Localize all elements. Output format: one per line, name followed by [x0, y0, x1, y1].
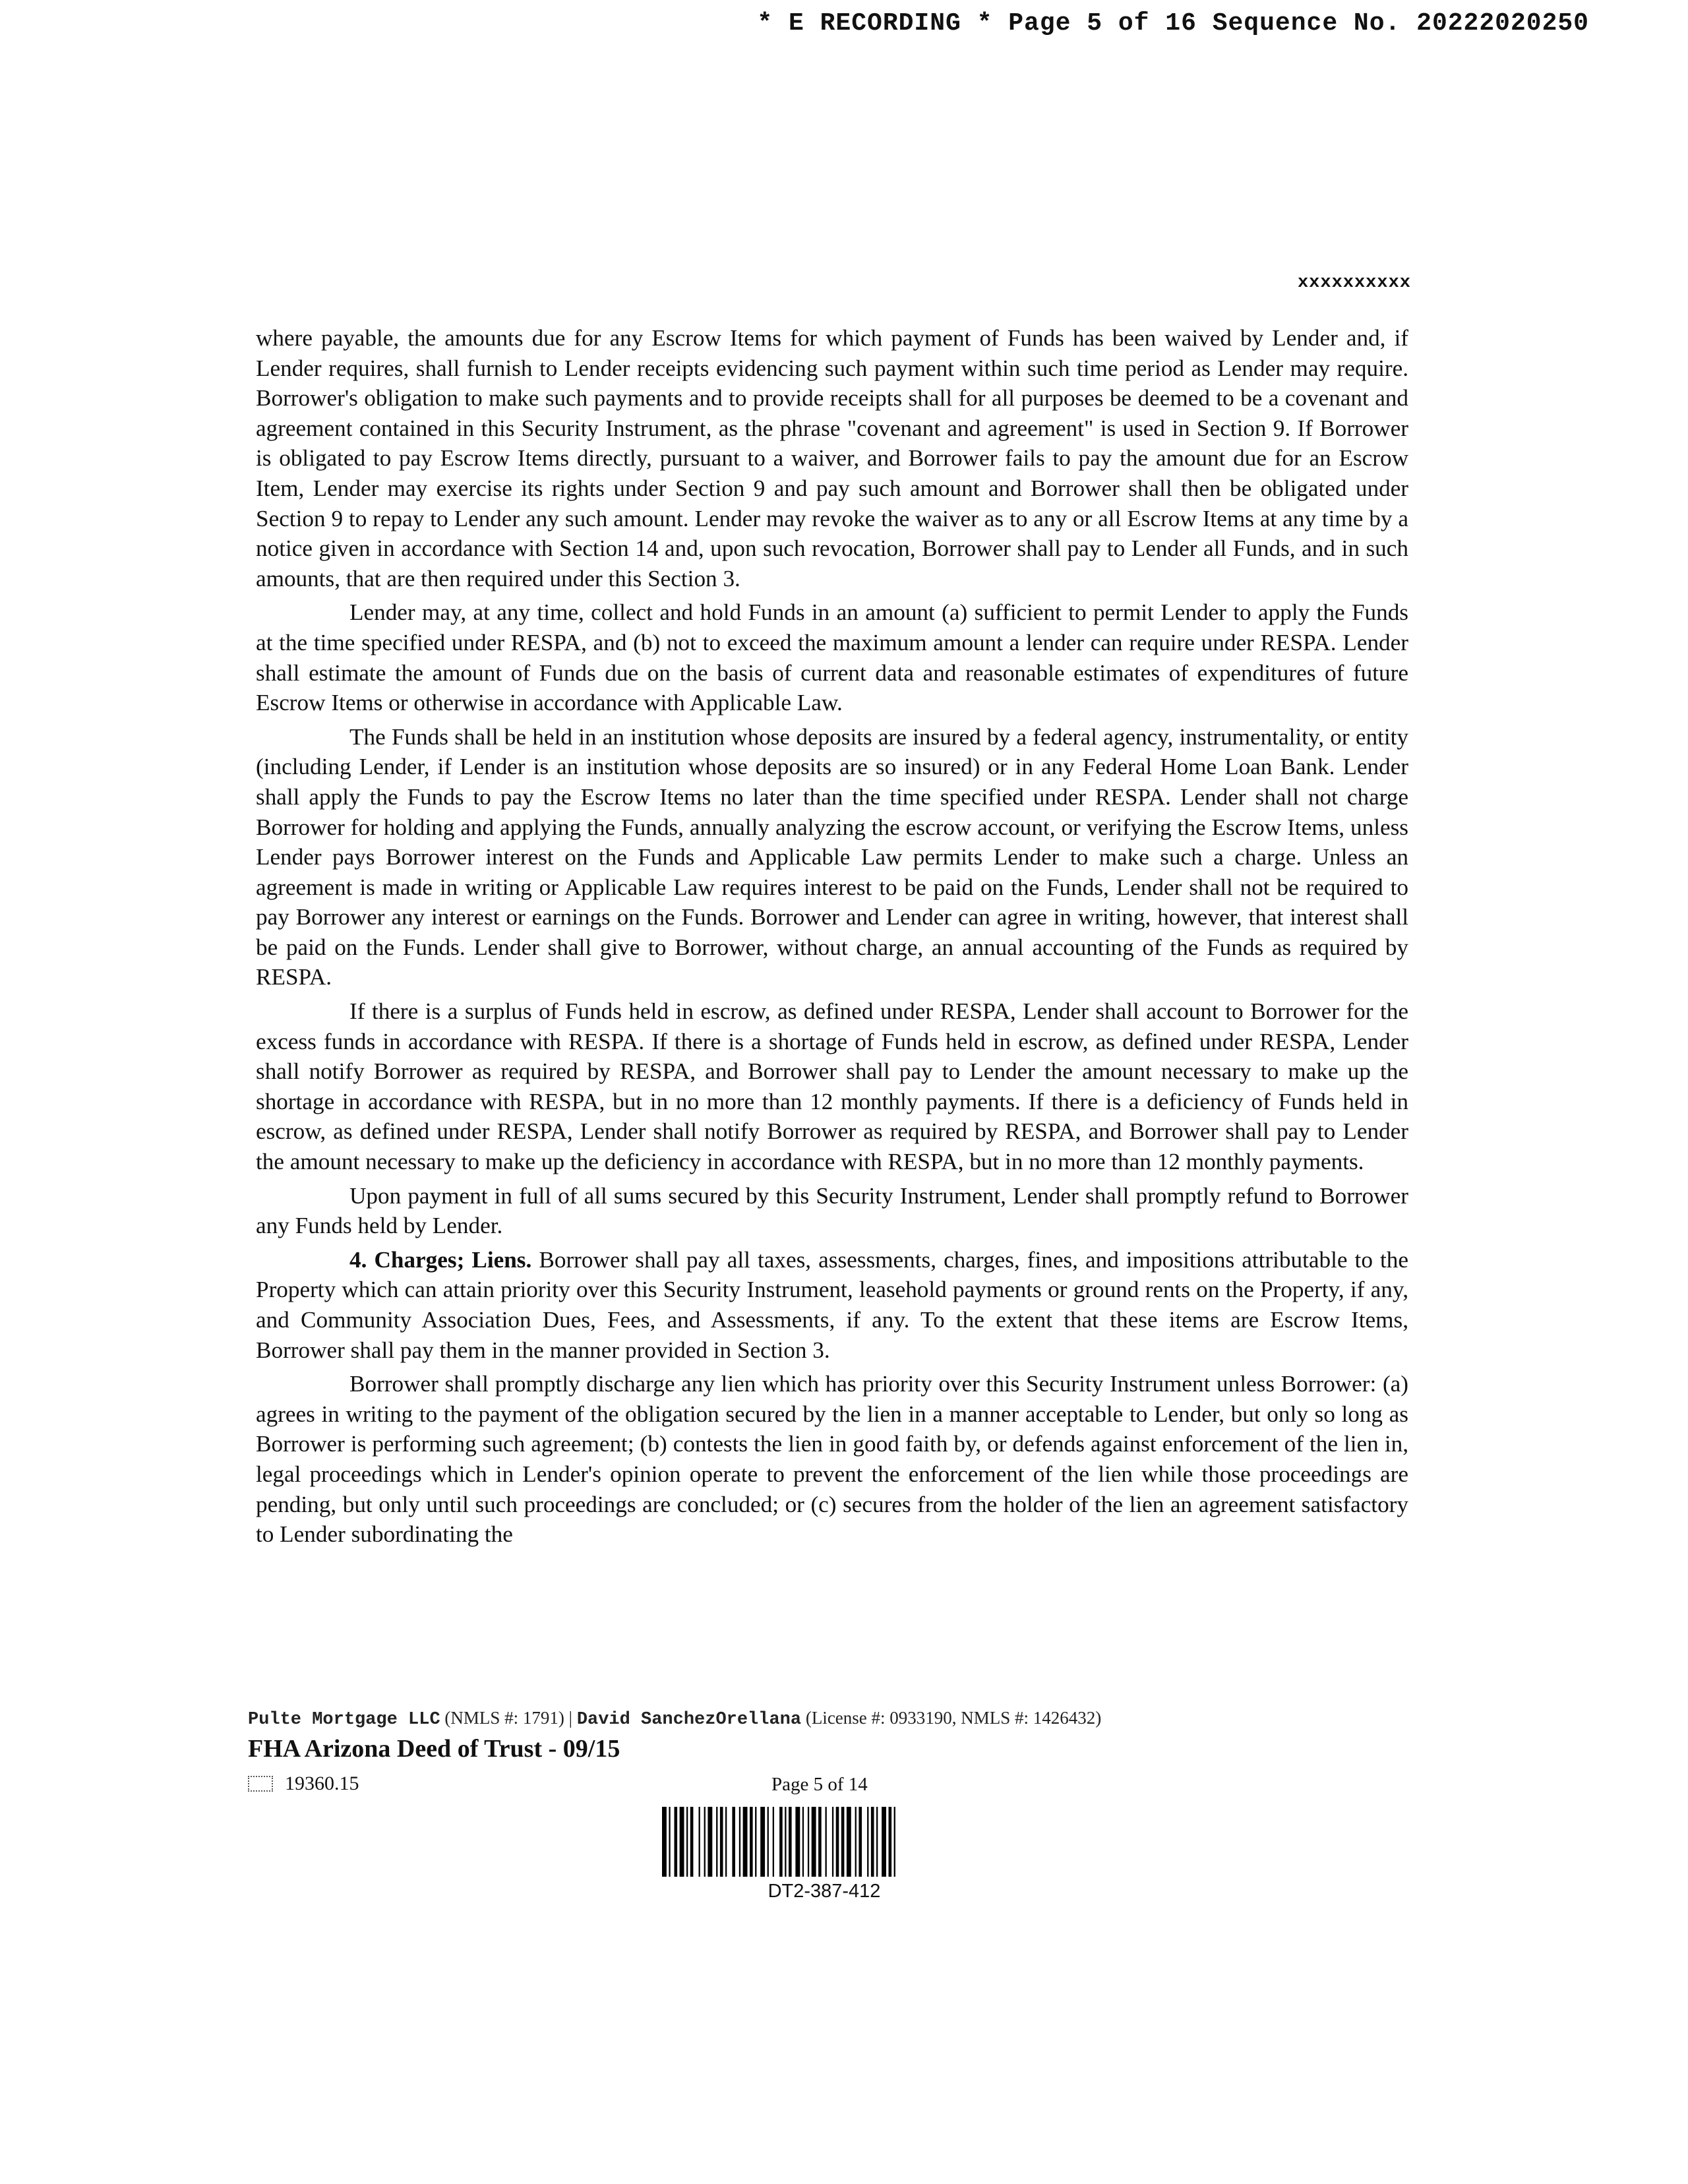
document-body [256, 323, 1408, 1554]
form-title: FHA Arizona Deed of Trust - 09/15 [248, 1735, 620, 1763]
paragraph-escrow-waiver: where payable, the amounts due for any Escrow Items for which payment of Funds has been waived by Lender and, if Lender requires, shall furnish to Lender receipts evidencing such payment within such time period as Lender may require. Borrower's obligation to make such payments and to provide receipts shall for all purposes be deemed to be a covenant and agreement contained in this Security Instrument, as the phrase "covenant and agreement" is used in Section 9. If Borrower is obligated to pay Escrow Items directly, pursuant to a waiver, and Borrower fails to pay the amount due for an Escrow Item, Lender may exercise its rights under Section 9 and pay such amount and Borrower shall then be obligated under Section 9 to repay to Lender any such amount. Lender may revoke the waiver as to any or all Escrow Items at any time by a notice given in accordance with Section 14 and, upon such revocation, Borrower shall pay to Lender all Funds, and in such amounts, that are then required under this Section 3. [256, 325, 1408, 592]
paragraph-refund: Upon payment in full of all sums secured by this Security Instrument, Lender shall promptly refund to Borrower any Funds held by Lender. [256, 1182, 1408, 1239]
paragraph-funds-institution: The Funds shall be held in an institution whose deposits are insured by a federal agency, instrumentality, or entity (including Lender, if Lender is an institution whose deposits are so insured) or in any Federal Home Loan Bank. Lender shall apply the Funds to pay the Escrow Items no later than the time specified under RESPA. Lender shall not charge Borrower for holding and applying the Funds, annually analyzing the escrow account, or verifying the Escrow Items, unless Lender pays Borrower interest on the Funds and Applicable Law permits Lender to make such a charge. Unless an agreement is made in writing or Applicable Law requires interest to be paid on the Funds, Lender shall not be required to pay Borrower any interest or earnings on the Funds. Borrower and Lender can agree in writing, however, that interest shall be paid on the Funds. Lender shall give to Borrower, without charge, an annual accounting of the Funds as required by RESPA. [256, 723, 1408, 990]
paragraph-surplus-shortage: If there is a surplus of Funds held in escrow, as defined under RESPA, Lender shall account to Borrower for the excess funds in accordance with RESPA. If there is a shortage of Funds held in escrow, as defined under RESPA, Lender shall notify Borrower as required by RESPA, and Borrower shall pay to Lender the amount necessary to make up the shortage in accordance with RESPA, but in no more than 12 monthly payments. If there is a deficiency of Funds held in escrow, as defined under RESPA, Lender shall notify Borrower as required by RESPA, and Borrower shall pay to Lender the amount necessary to make up the deficiency in accordance with RESPA, but in no more than 12 monthly payments. [256, 998, 1408, 1175]
lender-name: Pulte Mortgage LLC [248, 1710, 440, 1730]
recording-header: * E RECORDING * Page 5 of 16 Sequence No. 20222020250 [757, 9, 1589, 38]
barcode-text: DT2-387-412 [768, 1881, 881, 1902]
paragraph-funds-amount: Lender may, at any time, collect and hold Funds in an amount (a) sufficient to permit Lender to apply the Funds at the time specified under RESPA, and (b) not to exceed the maximum amount a lender can require under RESPA. Lender shall estimate the amount of Funds due on the basis of current data and reasonable estimates of expenditures of future Escrow Items or otherwise in accordance with Applicable Law. [256, 599, 1408, 716]
loan-officer-license: (License #: 0933190, NMLS #: 1426432) [801, 1708, 1102, 1728]
lender-info-line [248, 1708, 1101, 1730]
paragraph-charges-liens [256, 1245, 1408, 1365]
form-code: 19360.15 [285, 1773, 359, 1794]
loan-officer-name: David SanchezOrellana [576, 1710, 802, 1730]
section-text: Borrower shall pay all taxes, assessments, charges, fines, and impositions attributable to the Property which can attain priority over this Security Instrument, leasehold payments or ground rents on the Property, if any, and Community Association Dues, Fees, and Assessments, if any. To the extent that these items are Escrow Items, Borrower shall pay them in the manner provided in Section 3. [256, 1246, 1408, 1363]
form-logo-icon [248, 1776, 273, 1792]
barcode-icon [659, 1807, 989, 1877]
loan-number-redacted: xxxxxxxxxx [1297, 273, 1411, 293]
paragraph-lien-discharge: Borrower shall promptly discharge any lien which has priority over this Security Instrument unless Borrower: (a) agrees in writing to the payment of the obligation secured by the lien in a manner acceptable to Lender, but only so long as Borrower is performing such agreement; (b) contests the lien in good faith by, or defends against enforcement of the lien in, legal proceedings which in Lender's opinion operate to prevent the enforcement of the lien while those proceedings are pending, but only until such proceedings are concluded; or (c) secures from the holder of the lien an agreement satisfactory to Lender subordinating the [256, 1371, 1408, 1548]
page-number: Page 5 of 14 [771, 1774, 868, 1795]
form-code-row [248, 1773, 359, 1795]
section-heading: 4. Charges; Liens. [349, 1246, 532, 1273]
lender-nmls: (NMLS #: 1791) | [440, 1708, 577, 1728]
